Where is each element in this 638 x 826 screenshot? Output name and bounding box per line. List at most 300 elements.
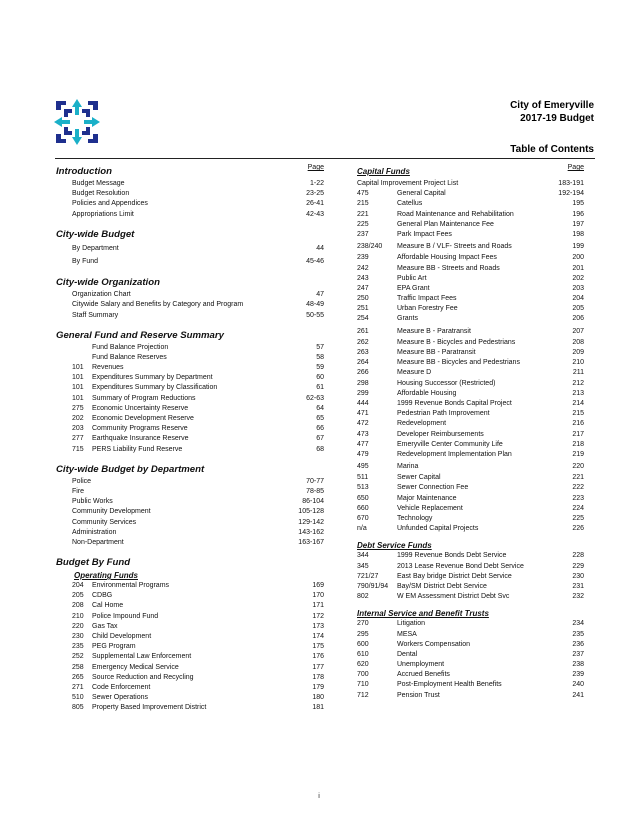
- toc-entry[interactable]: [357, 572, 584, 582]
- entry-label: Organization Chart: [72, 291, 131, 299]
- toc-entry[interactable]: [357, 630, 584, 640]
- fund-code: 790/91/94: [357, 582, 389, 590]
- entry-page: 180: [312, 694, 324, 702]
- toc-entry[interactable]: [357, 562, 584, 572]
- toc-entry[interactable]: [56, 383, 324, 393]
- city-name: City of Emeryville: [510, 100, 594, 111]
- entry-label: Sewer Capital: [397, 474, 441, 482]
- entry-page: 192-194: [558, 190, 584, 198]
- left-column: [56, 164, 324, 714]
- toc-list: [56, 179, 324, 220]
- toc-entry[interactable]: [56, 445, 324, 455]
- fund-code: 510: [72, 694, 84, 702]
- toc-entry[interactable]: [56, 693, 324, 703]
- entry-page: 163-167: [298, 538, 324, 546]
- entry-page: 60: [316, 374, 324, 382]
- toc-entry[interactable]: [56, 622, 324, 632]
- entry-page: 61: [316, 384, 324, 392]
- fund-code: 715: [72, 445, 84, 453]
- toc-entry[interactable]: [56, 663, 324, 673]
- entry-label: Child Development: [92, 633, 152, 640]
- entry-page: 237: [572, 650, 584, 658]
- entry-label: Summary of Program Reductions: [92, 394, 196, 402]
- entry-page: 196: [572, 210, 584, 218]
- fund-code: 471: [357, 410, 369, 418]
- fund-code: 299: [357, 389, 369, 397]
- toc-entry[interactable]: [56, 581, 324, 591]
- entry-label: Unemployment: [397, 661, 445, 669]
- entry-page: 1-22: [309, 180, 324, 187]
- fund-code: 239: [357, 254, 369, 262]
- toc-entry[interactable]: [56, 290, 324, 300]
- fund-code: 670: [357, 515, 369, 522]
- fund-code: 215: [357, 200, 369, 208]
- fund-code: 101: [72, 374, 84, 382]
- entry-page: 213: [572, 389, 584, 397]
- entry-page: 65: [316, 415, 324, 422]
- page-number: i: [318, 793, 320, 800]
- toc-entry[interactable]: [56, 363, 324, 373]
- entry-label: 2013 Lease Revenue Bond Debt Service: [397, 562, 524, 570]
- entry-page: 62-63: [306, 394, 324, 402]
- fund-code: 721/27: [357, 572, 379, 580]
- entry-label: Earthquake Insurance Reserve: [92, 435, 189, 443]
- fund-code: 277: [72, 435, 84, 443]
- toc-entry[interactable]: [357, 399, 584, 409]
- fund-code: n/a: [357, 525, 367, 533]
- entry-label: Administration: [72, 528, 117, 536]
- toc-entry[interactable]: [357, 199, 584, 209]
- entry-page: 143-162: [298, 528, 324, 536]
- toc-entry[interactable]: [56, 497, 324, 507]
- toc-list: [357, 179, 584, 534]
- entry-label: Expenditures Summary by Classification: [92, 384, 218, 392]
- toc-entry[interactable]: [357, 314, 584, 324]
- entry-label: 1999 Revenue Bonds Capital Project: [397, 399, 512, 407]
- entry-page: 235: [572, 630, 584, 638]
- toc-entry[interactable]: [357, 253, 584, 263]
- entry-label: Measure B - Bicycles and Pedestrians: [397, 338, 516, 346]
- entry-label: Redevelopment: [397, 420, 447, 428]
- toc-entry[interactable]: [357, 325, 584, 338]
- section-capital: [357, 164, 584, 179]
- toc-entry[interactable]: [357, 494, 584, 504]
- toc-entry[interactable]: [357, 284, 584, 294]
- entry-label: Unfunded Capital Projects: [397, 525, 479, 533]
- fund-code: 270: [357, 620, 369, 628]
- toc-entry[interactable]: [56, 424, 324, 434]
- fund-code: 101: [72, 394, 84, 402]
- toc-entry[interactable]: [56, 300, 324, 310]
- fund-code: 477: [357, 440, 369, 448]
- entry-label: Pedestrian Path Improvement: [397, 410, 490, 418]
- entry-page: 199: [572, 243, 584, 251]
- entry-page: 228: [572, 552, 584, 560]
- toc-entry[interactable]: [56, 343, 324, 353]
- toc-entry[interactable]: [357, 670, 584, 680]
- fund-code: 261: [357, 327, 369, 335]
- toc-entry[interactable]: [56, 199, 324, 209]
- entry-page: 202: [572, 274, 584, 282]
- section-title: City-wide Organization: [56, 277, 160, 289]
- toc-entry[interactable]: [357, 189, 584, 199]
- fund-code: 265: [72, 673, 84, 681]
- entry-label: Housing Successor (Restricted): [397, 379, 496, 387]
- fund-code: 263: [357, 349, 369, 356]
- toc-entry[interactable]: [357, 582, 584, 592]
- fund-code: 221: [357, 210, 369, 218]
- entry-page: 201: [572, 264, 584, 272]
- toc-entry[interactable]: [56, 612, 324, 622]
- entry-label: Economic Development Reserve: [92, 415, 194, 422]
- city-logo: [52, 97, 102, 147]
- entry-page: 230: [572, 572, 584, 580]
- fund-code: 252: [72, 653, 84, 661]
- toc-entry[interactable]: [56, 404, 324, 414]
- fund-code: [72, 343, 92, 353]
- toc-entry[interactable]: [56, 434, 324, 444]
- entry-label: PERS Liability Fund Reserve: [92, 445, 183, 453]
- toc-entry[interactable]: [56, 601, 324, 611]
- entry-page: 241: [572, 691, 584, 699]
- entry-label: Measure D: [397, 369, 432, 377]
- entry-label: Accrued Benefits: [397, 671, 450, 679]
- toc-entry[interactable]: [357, 409, 584, 419]
- fund-code: 802: [357, 593, 369, 601]
- fund-code: 620: [357, 661, 369, 669]
- entry-page: 208: [572, 338, 584, 346]
- entry-label: Emergency Medical Service: [92, 663, 179, 671]
- toc-list: [56, 581, 324, 713]
- entry-page: 232: [572, 593, 584, 601]
- fund-code: 250: [357, 295, 369, 303]
- fund-code: 513: [357, 484, 369, 492]
- entry-page: 47: [316, 291, 324, 299]
- entry-label: Measure B - Paratransit: [397, 327, 471, 335]
- entry-label: Policies and Appendices: [72, 200, 148, 208]
- entry-label: Expenditures Summary by Department: [92, 374, 213, 382]
- entry-label: Measure B / VLF- Streets and Roads: [397, 243, 512, 251]
- entry-page: 209: [572, 349, 584, 356]
- toc-entry[interactable]: [56, 242, 324, 255]
- fund-code: 511: [357, 474, 369, 482]
- toc-entry[interactable]: [357, 650, 584, 660]
- fund-code: 237: [357, 230, 369, 238]
- entry-label: Appropriations Limit: [72, 210, 134, 218]
- toc-entry[interactable]: [56, 642, 324, 652]
- entry-page: 48-49: [306, 301, 324, 309]
- toc-entry[interactable]: [56, 373, 324, 383]
- entry-page: 231: [572, 582, 584, 590]
- toc-entry[interactable]: [357, 294, 584, 304]
- entry-page: 229: [572, 562, 584, 570]
- fund-code: 262: [357, 338, 369, 346]
- toc-entry[interactable]: [56, 189, 324, 199]
- toc-entry[interactable]: [357, 338, 584, 348]
- toc-entry[interactable]: [56, 394, 324, 404]
- fund-code: 258: [72, 663, 84, 671]
- entry-label: Measure BB - Bicycles and Pedestrians: [397, 359, 520, 367]
- entry-page: 217: [572, 430, 584, 438]
- fund-code: 472: [357, 420, 369, 428]
- fund-code: 230: [72, 633, 84, 640]
- entry-page: 26-41: [306, 200, 324, 208]
- toc-entry[interactable]: [357, 264, 584, 274]
- entry-page: 239: [572, 671, 584, 679]
- fund-code: 101: [72, 384, 84, 392]
- toc-entry[interactable]: [357, 592, 584, 602]
- entry-page: 58: [316, 353, 324, 361]
- toc-entry[interactable]: [56, 179, 324, 189]
- toc-entry[interactable]: [357, 274, 584, 284]
- entry-label: Measure BB - Streets and Roads: [397, 264, 500, 272]
- toc-entry[interactable]: [357, 551, 584, 561]
- toc-entry[interactable]: [357, 348, 584, 358]
- fund-code: 210: [72, 612, 84, 620]
- fund-code: 235: [72, 643, 84, 651]
- entry-page: 226: [572, 525, 584, 533]
- toc-entry[interactable]: [56, 703, 324, 713]
- fund-code: 660: [357, 504, 369, 512]
- entry-page: 216: [572, 420, 584, 428]
- entry-label: Economic Uncertainty Reserve: [92, 404, 189, 412]
- toc-entry[interactable]: [357, 389, 584, 399]
- entry-label: Non-Department: [72, 538, 124, 546]
- entry-label: Staff Summary: [72, 311, 119, 319]
- entry-page: 70-77: [306, 477, 324, 485]
- entry-label: Revenues: [92, 364, 124, 372]
- entry-page: 240: [572, 681, 584, 689]
- fund-code: 345: [357, 562, 369, 570]
- entry-label: Supplemental Law Enforcement: [92, 653, 192, 661]
- entry-label: PEG Program: [92, 643, 136, 651]
- entry-page: 200: [572, 254, 584, 262]
- fund-code: 610: [357, 650, 369, 658]
- entry-label: Dental: [397, 650, 418, 658]
- entry-label: Pension Trust: [397, 691, 440, 699]
- entry-page: 207: [572, 327, 584, 335]
- toc-entry[interactable]: [357, 220, 584, 230]
- fund-code: 220: [72, 622, 84, 630]
- entry-page: 215: [572, 410, 584, 418]
- toc-entry[interactable]: [357, 660, 584, 670]
- entry-label: Workers Compensation: [397, 640, 471, 648]
- section-title: Debt Service Funds: [357, 541, 432, 551]
- entry-page: 50-55: [306, 311, 324, 319]
- entry-label: Redevelopment Implementation Plan: [397, 450, 512, 458]
- toc-entry[interactable]: [56, 477, 324, 487]
- toc-entry[interactable]: [56, 652, 324, 662]
- toc-entry[interactable]: [357, 304, 584, 314]
- toc-entry[interactable]: [357, 440, 584, 450]
- toc-entry[interactable]: [357, 640, 584, 650]
- toc-entry[interactable]: [357, 210, 584, 220]
- fund-code: 247: [357, 284, 369, 292]
- entry-page: 173: [312, 622, 324, 630]
- fund-code: 650: [357, 494, 369, 502]
- toc-entry[interactable]: [56, 632, 324, 642]
- entry-label: General Plan Maintenance Fee: [397, 220, 494, 228]
- fund-code: 271: [72, 683, 84, 691]
- toc-entry[interactable]: [357, 240, 584, 253]
- toc-entry[interactable]: [357, 379, 584, 389]
- fund-code: 344: [357, 552, 369, 560]
- toc-entry[interactable]: [357, 504, 584, 514]
- toc-entry[interactable]: [56, 518, 324, 528]
- entry-label: Cal Home: [92, 602, 124, 610]
- section-title: General Fund and Reserve Summary: [56, 329, 224, 341]
- toc-entry[interactable]: [56, 487, 324, 497]
- toc-entry[interactable]: [56, 311, 324, 321]
- fund-code: 202: [72, 415, 84, 422]
- fund-code: 700: [357, 671, 369, 679]
- fund-code: 208: [72, 602, 84, 610]
- entry-label: Urban Forestry Fee: [397, 305, 458, 313]
- toc-entry[interactable]: [56, 683, 324, 693]
- fund-code: 254: [357, 315, 369, 323]
- fund-code: 238/240: [357, 243, 383, 251]
- fund-code: 495: [357, 463, 369, 471]
- entry-page: 67: [316, 435, 324, 443]
- entry-label: Affordable Housing Impact Fees: [397, 254, 497, 262]
- entry-page: 175: [312, 643, 324, 651]
- toc-entry[interactable]: [357, 619, 584, 629]
- toc-entry[interactable]: [357, 524, 584, 534]
- toc-entry[interactable]: [56, 353, 324, 363]
- toc-entry[interactable]: [357, 680, 584, 690]
- subsection-title: Operating Funds: [74, 571, 138, 581]
- fund-code: 101: [72, 364, 84, 372]
- entry-page: 214: [572, 399, 584, 407]
- toc-list: [357, 551, 584, 602]
- toc-list: [357, 619, 584, 701]
- entry-label: CDBG: [92, 592, 113, 600]
- entry-label: Sewer Connection Fee: [397, 484, 469, 492]
- toc-entry[interactable]: [56, 673, 324, 683]
- fund-code: 264: [357, 359, 369, 367]
- toc-list: [56, 290, 324, 321]
- entry-label: East Bay bridge District Debt Service: [397, 572, 512, 580]
- entry-label: Road Maintenance and Rehabilitation: [397, 210, 514, 218]
- entry-label: Catellus: [397, 200, 423, 208]
- toc-entry[interactable]: [56, 538, 324, 548]
- fund-code: 203: [72, 425, 84, 433]
- toc-entry[interactable]: [357, 691, 584, 701]
- budget-title: 2017-19 Budget: [520, 113, 594, 124]
- entry-label: Major Maintenance: [397, 494, 457, 502]
- entry-label: Source Reduction and Recycling: [92, 673, 194, 681]
- entry-page: 176: [312, 653, 324, 661]
- entry-page: 105-128: [298, 508, 324, 516]
- toc-entry[interactable]: [56, 255, 324, 268]
- entry-label: Capital Improvement Project List: [357, 180, 459, 187]
- entry-label: Gas Tax: [92, 622, 118, 630]
- toc-entry[interactable]: [357, 430, 584, 440]
- entry-page: 234: [572, 620, 584, 628]
- entry-page: 198: [572, 230, 584, 238]
- entry-label: Community Development: [72, 508, 151, 516]
- entry-label: EPA Grant: [397, 284, 430, 292]
- entry-page: 183-191: [558, 180, 584, 187]
- toc-entry[interactable]: [357, 514, 584, 524]
- entry-page: 86-104: [302, 498, 324, 506]
- entry-page: 178: [312, 673, 324, 681]
- entry-page: 42-43: [306, 210, 324, 218]
- entry-page: 174: [312, 633, 324, 640]
- fund-code: 710: [357, 681, 369, 689]
- right-column: [357, 164, 584, 701]
- toc-entry[interactable]: [357, 179, 584, 189]
- entry-page: 219: [572, 450, 584, 458]
- entry-label: Environmental Programs: [92, 582, 170, 590]
- fund-code: 600: [357, 640, 369, 648]
- entry-label: Police Impound Fund: [92, 612, 159, 620]
- entry-label: Emeryville Center Community Life: [397, 440, 503, 448]
- entry-page: 222: [572, 484, 584, 492]
- toc-entry[interactable]: [56, 210, 324, 220]
- entry-label: Code Enforcement: [92, 683, 151, 691]
- entry-label: General Capital: [397, 190, 446, 198]
- toc-entry[interactable]: [357, 473, 584, 483]
- entry-page: 238: [572, 661, 584, 669]
- toc-entry[interactable]: [357, 419, 584, 429]
- entry-label: Technology: [397, 515, 433, 522]
- fund-code: 204: [72, 582, 84, 590]
- fund-code: 473: [357, 430, 369, 438]
- toc-entry[interactable]: [357, 460, 584, 473]
- entry-label: Budget Message: [72, 180, 125, 187]
- entry-page: 66: [316, 425, 324, 433]
- entry-page: 23-25: [306, 190, 324, 198]
- entry-page: 45-46: [306, 257, 324, 265]
- entry-page: 44: [316, 244, 324, 252]
- fund-code: 479: [357, 450, 369, 458]
- entry-page: 205: [572, 305, 584, 313]
- fund-code: 243: [357, 274, 369, 282]
- toc-entry[interactable]: [357, 483, 584, 493]
- fund-code: 712: [357, 691, 369, 699]
- toc-list: [56, 242, 324, 268]
- header-rule: [55, 158, 595, 159]
- entry-label: Traffic Impact Fees: [397, 295, 457, 303]
- fund-code: 805: [72, 704, 84, 712]
- page-column-header: Page: [567, 164, 584, 171]
- toc-entry[interactable]: [357, 450, 584, 460]
- fund-code: 298: [357, 379, 369, 387]
- toc-entry[interactable]: [56, 528, 324, 538]
- entry-page: 204: [572, 295, 584, 303]
- entry-page: 224: [572, 504, 584, 512]
- entry-label: Community Programs Reserve: [92, 425, 188, 433]
- fund-code: 295: [357, 630, 369, 638]
- toc-entry[interactable]: [56, 591, 324, 601]
- section-introduction: [56, 164, 324, 179]
- entry-page: 210: [572, 359, 584, 367]
- entry-label: Police: [72, 477, 92, 485]
- entry-page: 221: [572, 474, 584, 482]
- toc-entry[interactable]: [357, 358, 584, 368]
- entry-label: Sewer Operations: [92, 694, 149, 702]
- entry-page: 225: [572, 515, 584, 522]
- toc-entry[interactable]: [357, 230, 584, 240]
- entry-page: 197: [572, 220, 584, 228]
- toc-entry[interactable]: [357, 368, 584, 378]
- entry-label: Grants: [397, 315, 419, 323]
- toc-entry[interactable]: [56, 414, 324, 424]
- entry-page: 68: [316, 445, 324, 453]
- entry-page: 179: [312, 683, 324, 691]
- toc-entry[interactable]: [56, 507, 324, 517]
